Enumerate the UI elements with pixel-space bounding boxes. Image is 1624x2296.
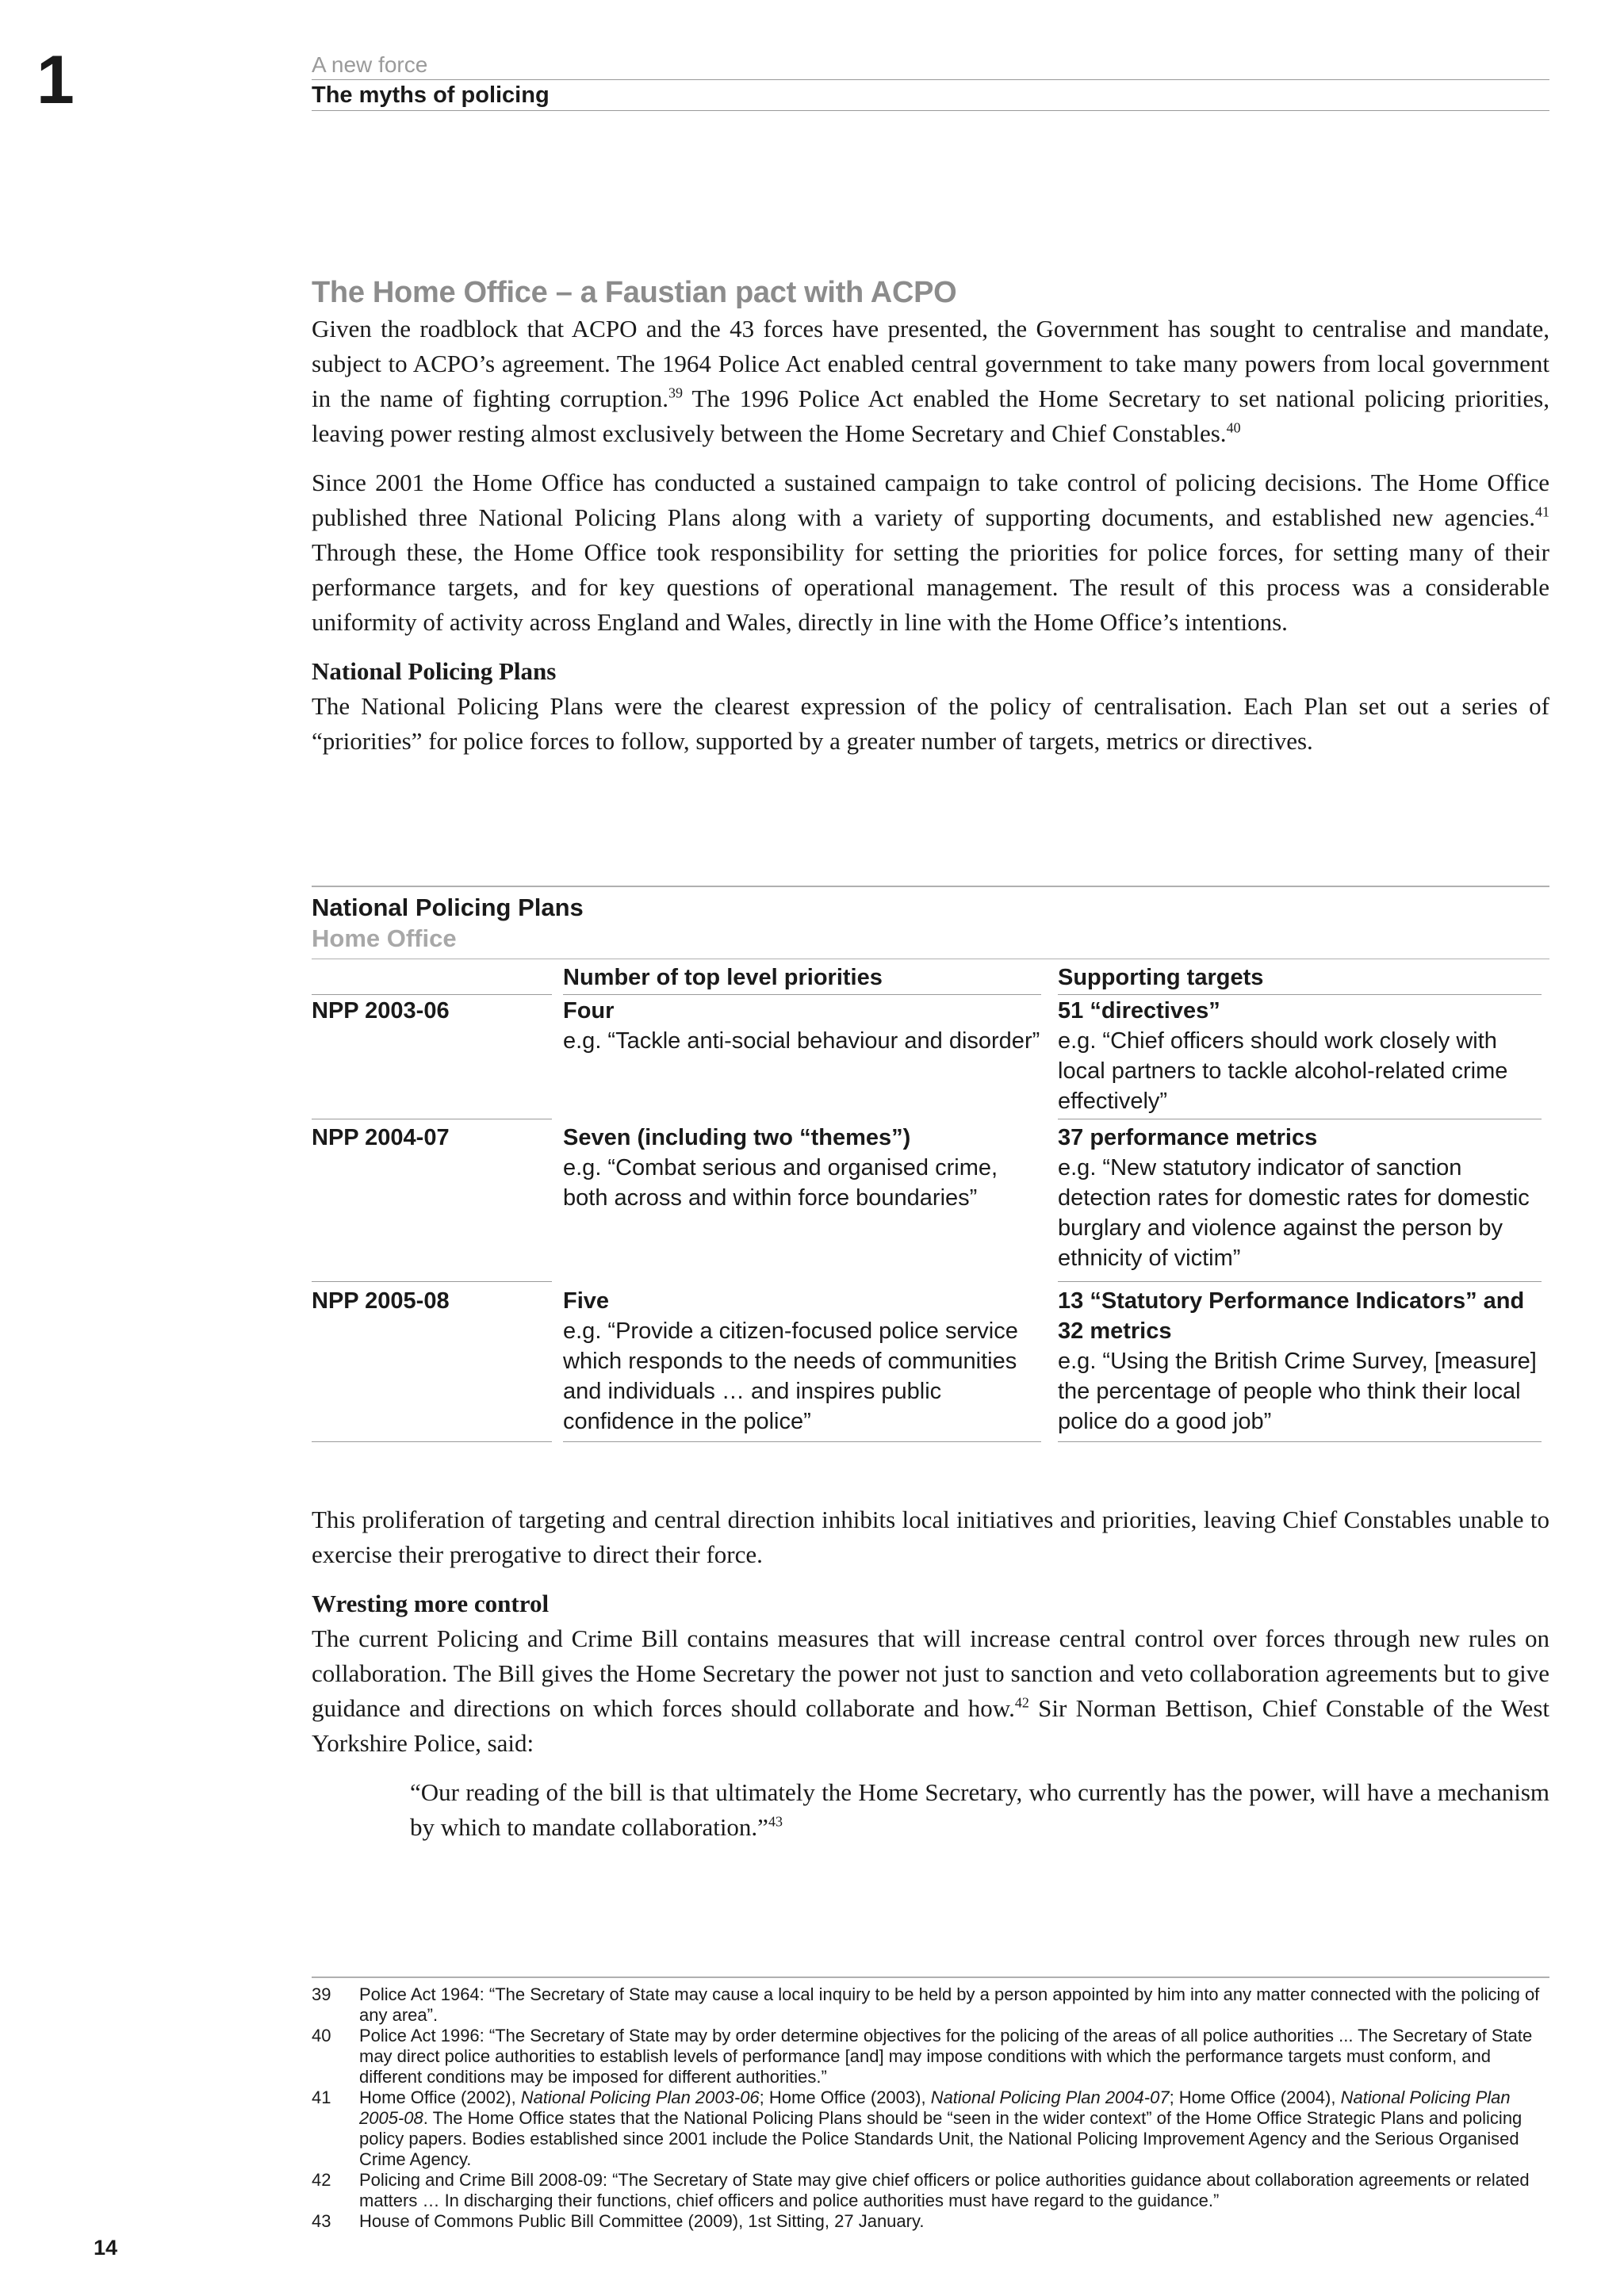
paragraph-1-text-a: Given the roadblock that ACPO and the 43 forces have presented, the Government has sought to centralise and mandate, subject to ACPO’s agreement. The 1964 Police Act enabled central government to take many powers from local government in the name of fighting corruption. — [312, 315, 1549, 412]
table-row — [312, 1123, 1549, 1286]
paragraph-3: The National Policing Plans were the clearest expression of the policy of centralisation. Each Plan set out a series of “priorities” for police forces to follow, supported by a greater number of targets, metrics or directives. — [312, 692, 1549, 755]
footnote-number: 43 — [312, 2211, 331, 2231]
footnote-text-part: Home Office (2002), — [359, 2087, 521, 2107]
target-example: e.g. “Using the British Crime Survey, [measure] the percentage of people who think their local police do a good job” — [1058, 1349, 1537, 1434]
footnote-39 — [312, 1984, 1549, 2026]
priority-lead: Four — [563, 998, 615, 1024]
paragraph-5-text-b: Sir Norman Bettison, Chief Constable of the West Yorkshire Police, said: — [312, 1694, 1549, 1757]
table-rule — [563, 1441, 1041, 1442]
paragraph-2-text-b: Through these, the Home Office took responsibility for setting the priorities for police forces, for setting many of their performance targets, and for key questions of operational management. The result of this process was a considerable uniformity of activity across England and Wales, directly in line with the Home Office’s intentions. — [312, 538, 1549, 636]
footnote-number: 40 — [312, 2026, 331, 2045]
footnote-ref-41[interactable]: 41 — [1535, 503, 1549, 520]
priority-example: e.g. “Tackle anti-social behaviour and disorder” — [563, 1028, 1040, 1054]
page-number: 14 — [94, 2236, 118, 2260]
chapter-title: The myths of policing — [312, 80, 1549, 111]
column-header-priorities: Number of top level priorities — [563, 965, 883, 990]
footnote-ref-42[interactable]: 42 — [1014, 1694, 1029, 1711]
footnote-text: House of Commons Public Bill Committee (2009), 1st Sitting, 27 January. — [359, 2211, 925, 2231]
paragraph-4: This proliferation of targeting and central direction inhibits local initiatives and priorities, leaving Chief Constables unable to exercise their prerogative to direct their force. — [312, 1506, 1549, 1568]
footnote-40 — [312, 2026, 1549, 2087]
target-lead: 51 “directives” — [1058, 998, 1220, 1024]
paragraph-5 — [312, 1621, 1549, 1761]
paragraph-1 — [312, 312, 1549, 451]
table-rule — [312, 994, 552, 995]
row-label — [312, 1286, 552, 1316]
row-label-text: NPP 2003-06 — [312, 998, 450, 1024]
footnote-41 — [312, 2087, 1549, 2170]
paragraph-2-text-a: Since 2001 the Home Office has conducted a sustained campaign to take control of policing decisions. The Home Office published three National Policing Plans along with a variety of supporting documents, and established new agencies. — [312, 469, 1549, 531]
footnote-text-part: ; Home Office (2004), — [1169, 2087, 1341, 2107]
footnote-text-part: . The Home Office states that the National Policing Plans should be “seen in the wider context” of the Home Office Strategic Plans and policing policy papers. Bodies established since 2001 include the Police Standards Unit, the National Policing Improvement Agency and the Serious Organised Crime Agency. — [359, 2108, 1522, 2169]
chapter-number: 1 — [36, 42, 75, 118]
target-lead: 37 performance metrics — [1058, 1125, 1318, 1150]
paragraph-2 — [312, 465, 1549, 640]
table-rule — [1058, 994, 1542, 995]
footnote-43 — [312, 2211, 1549, 2232]
column-header-targets: Supporting targets — [1058, 965, 1264, 990]
priority-cell — [563, 996, 1041, 1056]
table-title: National Policing Plans — [312, 894, 584, 921]
subheading-wresting-more-control: Wresting more control — [312, 1590, 550, 1617]
target-example: e.g. “Chief officers should work closely with local partners to tackle alcohol-related crime effectively” — [1058, 1028, 1508, 1114]
table-rule — [312, 1441, 552, 1442]
table-row — [312, 1286, 1549, 1445]
section-title: A new force — [312, 51, 1549, 80]
table-top-rule — [312, 886, 1549, 887]
paragraph-1-text-b: The 1996 Police Act enabled the Home Secretary to set national policing priorities, leaving power resting almost exclusively between the Home Secretary and Chief Constables. — [312, 385, 1549, 447]
footnote-text: Police Act 1964: “The Secretary of State may cause a local inquiry to be held by a person appointed by him into any matter connected with the policing of any area”. — [359, 1984, 1540, 2025]
footnote-citation-title: National Policing Plan 2003-06 — [520, 2087, 760, 2107]
footnote-text-part: ; Home Office (2003), — [759, 2087, 931, 2107]
quote-text: “Our reading of the bill is that ultimately the Home Secretary, who currently has the power, will have a mechanism by which to mandate collaboration.” — [410, 1778, 1549, 1841]
footnote-ref-39[interactable]: 39 — [668, 385, 684, 401]
footnote-text: Policing and Crime Bill 2008-09: “The Secretary of State may give chief officers or police authorities guidance about collaboration agreements or related matters … In discharging their functions, chief officers and police authorities must have regard to the guidance.” — [359, 2170, 1530, 2210]
main-text — [312, 274, 1549, 773]
priority-cell — [563, 1123, 1041, 1213]
row-label — [312, 996, 552, 1026]
footnote-number: 42 — [312, 2170, 331, 2190]
table-row — [312, 996, 1549, 1123]
footnote-text: Police Act 1996: “The Secretary of State may by order determine objectives for the policing of the areas of all police authorities ... The Secretary of State may direct police authorities to establish levels of performance [and] may impose conditions with which the performance targets must conform, and different conditions may be imposed for different authorities.” — [359, 2026, 1533, 2087]
footnote-number: 39 — [312, 1984, 331, 2004]
table-header-row — [312, 959, 1549, 996]
priority-lead: Seven (including two “themes”) — [563, 1125, 911, 1150]
table-rule — [1058, 1441, 1542, 1442]
table-rule — [312, 1281, 552, 1282]
priority-lead: Five — [563, 1288, 610, 1314]
target-example: e.g. “New statutory indicator of sanction detection rates for domestic rates for domestic burglary and violence against the person by ethnicity of victim” — [1058, 1155, 1530, 1271]
target-cell — [1058, 996, 1542, 1116]
footnote-citation-title: National Policing Plan 2005-08 — [359, 2087, 1511, 2128]
row-label-text: NPP 2004-07 — [312, 1125, 450, 1150]
footnote-citation-title: National Policing Plan 2004-07 — [930, 2087, 1170, 2107]
footnote-42 — [312, 2170, 1549, 2211]
target-cell — [1058, 1286, 1542, 1437]
running-header — [312, 51, 1549, 111]
main-text-continued — [312, 1502, 1549, 1845]
section-heading: The Home Office – a Faustian pact with ACPO — [312, 276, 957, 309]
block-quote — [410, 1775, 1549, 1845]
row-label-text: NPP 2005-08 — [312, 1288, 450, 1314]
footnote-ref-40[interactable]: 40 — [1226, 419, 1241, 436]
table-rule — [563, 994, 1041, 995]
footnote-number: 41 — [312, 2087, 331, 2107]
target-lead: 13 “Statutory Performance Indicators” and 32 metrics — [1058, 1288, 1525, 1344]
priority-example: e.g. “Provide a citizen-focused police service which responds to the needs of communities and individuals … and inspires public confidence in the police” — [563, 1318, 1018, 1434]
priority-cell — [563, 1286, 1041, 1437]
subheading-national-policing-plans: National Policing Plans — [312, 657, 557, 685]
priority-example: e.g. “Combat serious and organised crime, both across and within force boundaries” — [563, 1155, 998, 1211]
npp-table — [312, 886, 1549, 1445]
paragraph-5-text-a: The current Policing and Crime Bill contains measures that will increase central control over forces through new rules on collaboration. The Bill gives the Home Secretary the power not just to sanction and veto collaboration agreements but to give guidance and directions on which forces should collaborate and how. — [312, 1624, 1549, 1722]
footnotes — [312, 1976, 1549, 2232]
footnote-text — [359, 2087, 1549, 2170]
target-cell — [1058, 1123, 1542, 1273]
footnote-ref-43[interactable]: 43 — [768, 1813, 783, 1830]
table-source: Home Office — [312, 924, 1549, 959]
row-label — [312, 1123, 552, 1153]
table-rule — [1058, 1281, 1542, 1282]
